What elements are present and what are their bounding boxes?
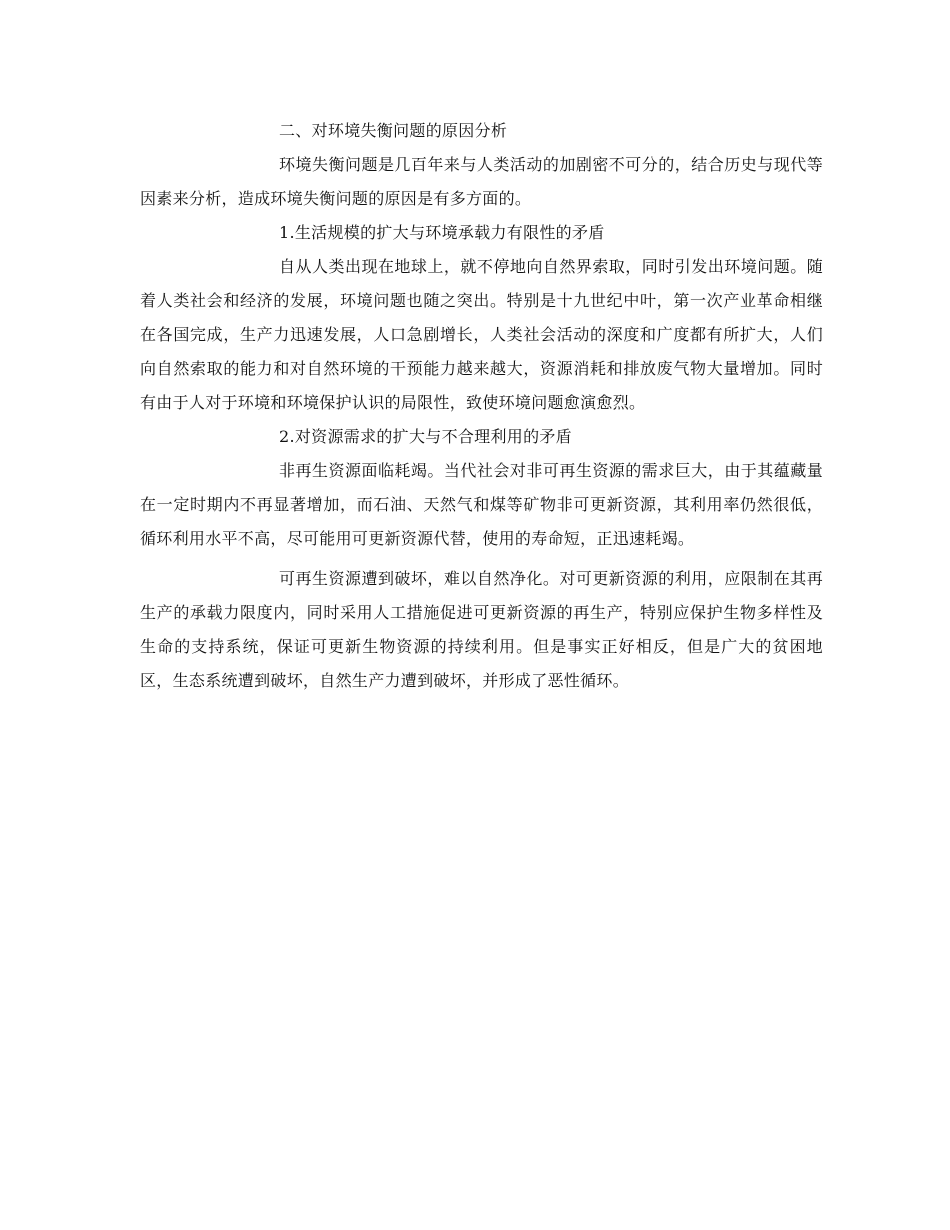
section-heading: 二、对环境失衡问题的原因分析 [279,121,508,140]
subsection-title-2: 2.对资源需求的扩大与不合理利用的矛盾 [279,427,572,446]
intro-paragraph: 环境失衡问题是几百年来与人类活动的加剧密不可分的，结合历史与现代等因素来分析，造成环境失衡问题的原因是有多方面的。 [140,155,823,208]
subsection-1-paragraph: 自从人类出现在地球上，就不停地向自然界索取，同时引发出环境问题。随着人类社会和经济的发展，环境问题也随之突出。特别是十九世纪中叶，第一次产业革命相继在各国完成，生产力迅速发展，人口急剧增长，人类社会活动的深度和广度都有所扩大，人们向自然索取的能力和对自然环境的干预能力越来越大，资源消耗和排放废气物大量增加。同时有由于人对于环境和环境保护认识的局限性，致使环境问题愈演愈烈。 [140,257,823,412]
subsection-2-paragraph-1: 非再生资源面临耗竭。当代社会对非可再生资源的需求巨大，由于其蕴藏量在一定时期内不再显著增加，而石油、天然气和煤等矿物非可更新资源，其利用率仍然很低，循环利用水平不高，尽可能用可更新资源代替，使用的寿命短，正迅速耗竭。 [140,461,823,548]
subsection-title-1: 1.生活规模的扩大与环境承载力有限性的矛盾 [279,223,605,242]
subsection-2-paragraph-2: 可再生资源遭到破坏，难以自然净化。对可更新资源的利用，应限制在其再生产的承载力限度内，同时采用人工措施促进可更新资源的再生产，特别应保护生物多样性及生命的支持系统，保证可更新生物资源的持续利用。但是事实正好相反，但是广大的贫困地区，生态系统遭到破坏，自然生产力遭到破坏，并形成了恶性循环。 [140,569,823,690]
document-page [140,114,823,698]
